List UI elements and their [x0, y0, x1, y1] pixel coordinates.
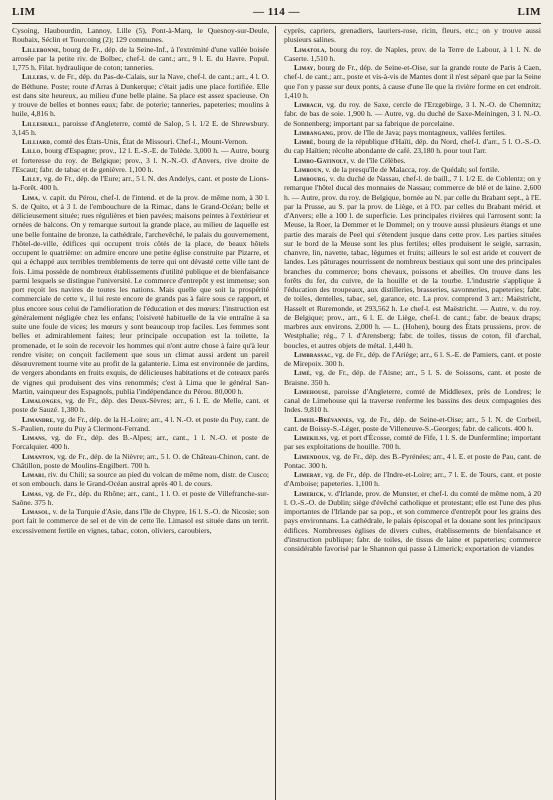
dictionary-entry [284, 165, 541, 174]
dictionary-entry [284, 470, 541, 489]
entry-headword: Lima [22, 192, 39, 202]
entry-text: , v. de la Turquie d'Asie, dans l'île de Chypre, 16 l. S.-O. de Nicosie; son port fait le commerce de sel et de vin de cette île. Limasol est située dans un territ. excessivement fertile en vignes, tabac, coton, oliviers, caroubiers, [12, 507, 269, 535]
entry-headword: Limboun [294, 164, 322, 174]
entry-text: , vg. du roy. de Saxe, cercle de l'Erzgebirge, 3 l. N.-O. de Chemnitz; fabr. de bas de soie. 1,900 h. — Autre, vg. du duché de Saxe-Meiningen, 3 l. N.-O. de Sonnenberg; important par sa fabrique de porcelaine. [284, 100, 541, 128]
entry-headword: Limbrassac [294, 349, 332, 359]
header-left-guideword: LIM [12, 6, 36, 18]
entry-headword: Limendous [294, 451, 329, 461]
entry-headword: Lilliard [22, 137, 51, 146]
entry-text: , vg. de Fr., dép. de l'Ariège; arr., 6 l. S.-E. de Pamiers, cant. et poste de Mirepoix. 300 h. [284, 349, 541, 368]
entry-text: , v. capit. du Pérou, chef-l. de l'intend. et de la prov. de même nom, à 30 l. S. de Quito, et à 3 l. de l'embouchure de la Rimac, dans le Grand-Océan; belle et délicieusement située; rues régulières et bien pavées; maisons peintes à l'extérieur et ornées de balcons. On y remarque surtout la grande place, au milieu de laquelle est une belle fontaine de bronze, la cathédrale, l'archevêché, le palais du gouvernement, l'hôtel-de-ville, édifices qui occupent trois côtés de la place, de beaux hôtels occupent le quatrième: on admire encore une petite église construite par Pizarre, et qui a échappé aux terribles tremblements de terre qui ont dévasté cette ville tant de fois. Lima possède de nombreux établissements d'utilité publique et de bienfaisance parmi lesquels se distingue l'université. Le commerce d'entrepôt y est immense; son port reçoit les navires de toutes les nations. Mais quelle que soit la prospérité commerciale de cette v., il lui reste encore de grands pas à faire sous ce rapport, et plus encore sous celui de l'amélioration de l'éducation et des mœurs: l'instruction est généralement négligée chez les enfans; l'oisiveté habituelle de la vie entraîne à sa suite une foule de vices; les mœurs y sont beaucoup trop faciles. Les femmes sont belles et admirablement faites; leur principale occupation est la toilette, la promenade, et le soin de recevoir les hommes qui n'ont autre chose à faire qu'à leur rendre visite; on conçoit facilement que sous un climat aussi ardent un pareil désœuvrement tourne vite au profit de la galanterie. Lima est environnée de jardins, de vergers abondants en fruits exquis, de délicieuses habitations et de coteaux parés de vignes qui produisent des vins renommés; c'est à Lima que le général San-Martin, vainqueur des Espagnols, publia l'indépendance du Pérou. 80,000 h. [12, 192, 269, 396]
entry-text: , paroisse d'Angleterre, comté de Salop, 5 l. 1/2 E. de Shrewsbury. 3,145 h. [12, 118, 269, 137]
entry-text: Cysoing, Haubourdin, Lannoy, Lille (5), Pont-à-Marq, le Quesnoy-sur-Deule, Roubaix, Séclin et Tourcoing (2); 129 communes. [12, 26, 269, 45]
dictionary-entry [284, 63, 541, 100]
dictionary-entry [12, 137, 269, 146]
entry-headword: Limeray [294, 470, 321, 479]
dictionary-entry [12, 193, 269, 397]
entry-headword: Limekilns [294, 433, 327, 442]
header-right-guideword: LIM [517, 6, 541, 18]
entry-text: , vg. de Fr., dép. de la H.-Loire; arr., 4 l. N.-O. et poste du Puy, cant. de S.-Paulien, route du Puy à Clermont-Ferrand. [12, 414, 269, 433]
entry-text: , vg. de Fr., dép. des B.-Alpes; arr., cant., 1 l. N.-O. et poste de Forcalquier. 400 h. [12, 433, 269, 452]
dictionary-entry [284, 137, 541, 156]
entry-headword: Limanton [22, 451, 54, 461]
entry-headword: Limbourg [294, 174, 326, 183]
entry-text: , vg. de Fr., dép. de l'Eure; arr., 5 l. N. des Andelys, cant. et poste de Lions-la-Forêt. 400 h. [12, 174, 269, 193]
dictionary-entry [12, 72, 269, 118]
entry-headword: Limay [294, 63, 314, 72]
entry-text: , v. de l'île Célèbes. [346, 155, 406, 165]
dictionary-entry [284, 452, 541, 471]
entry-text: , vg. de Fr., dép. de Seine-et-Oise; arr., 5 l. N. de Corbeil, cant. de Boissy-S.-Léger, poste de Villeneuve-S.-Georges; fabr. de calicots. 400 h. [284, 414, 541, 433]
entry-headword: Limari [22, 470, 45, 479]
entry-headword: Limans [22, 433, 45, 442]
entry-headword: Lilleshall [22, 118, 58, 128]
page-number: — 114 — [253, 6, 300, 18]
entry-headword: Lillo [22, 146, 41, 156]
dictionary-entry [12, 174, 269, 193]
dictionary-entry [12, 470, 269, 489]
dictionary-entry [12, 45, 269, 73]
dictionary-entry [284, 156, 541, 165]
right-column [284, 26, 541, 800]
entry-headword: Limerick [294, 488, 324, 498]
entry-text: , paroisse d'Angleterre, comté de Middlesex, près de Londres; le canal de Limehouse qui la traverse renferme les bassins des deux compagnies des Indes. 9,810 h. [284, 386, 541, 415]
entry-text: , bourg d'Espagne; prov., 12 l. E.-S.-E. de Tolède. 3,000 h. — Autre, bourg et forteresse du roy. de Belgique; prov., 3 l. N.-N.-O. d'Anvers, rive droite de l'Escaut; fabr. de tabac et de genièvre. 1,100 h. [12, 146, 269, 174]
header-rule [12, 23, 541, 24]
entry-text: , v. d'Irlande, prov. de Munster, et chef-l. du comté de même nom, à 20 l. O.-S.-O. de Dublin; siège d'évêché catholique et protestant; elle est l'une des plus importantes de l'Irlande par sa pop., et son commerce d'entrepôt pour les grains des pays environnans. La cathédrale, le palais épiscopal et la douane sont les principaux édifices. Nombreuses églises de divers cultes, établissements de bienfaisance et d'instruction publique; fabr. de toiles, de tissus de laine et papeteries; commerce considérable favorisé par le Shannon qui passe à Limerick; exportation de viandes [284, 488, 541, 553]
entry-text: cyprès, capriers, grenadiers, lauriers-rose, ricin, fleurs, etc.; on y trouve aussi plusieurs salines. [284, 26, 541, 45]
entry-headword: Limalonges [22, 396, 61, 405]
dictionary-entry [12, 489, 269, 508]
entry-text: , vg. de Fr., dép. de la Nièvre; arr., 5 l. O. de Château-Chinon, cant. de Châtillon, poste de Moulins-Engilbert. 700 h. [12, 451, 269, 470]
entry-text: , v. du duché de Nassau, chef-l. de baill., 7 l. 1/2 E. de Coblentz; on y remarque l'hôtel ducal des monnaies de Nassau; commerce de blé et de laine. 2,600 h. — Autre, prov. du roy. de Belgique, bornée au N. par celle du Brabant sept., à l'E. par la Prusse, au S. par la prov. de Liège, et à l'O. par celles du Brabant mérid. et d'Anvers; elle a 100 l. de superficie. Les principales rivières qui l'arrosent sont: la Meuse, la Roer, la Demmer et le Dommel; on y trouve aussi plusieurs étangs et une partie des marais de Peel qui s'étendent jusque dans cette prov. Les parties situées sur le bord de la Meuse sont les plus fertiles; elles produisent le seigle, sarrasin, chanvre, lin, navette, tabac, légumes et fruits; ailleurs le sol est aride et couvert de landes. Les pâturages nourrissent de nombreux bestiaux qui sont une des principales branches du commerce; bons chevaux, poissons et abeilles. On trouve dans les forêts du fer, du cuivre, de la houille et de la tourbe. L'industrie s'applique à l'éducation des troupeaux, aux distilleries, brasseries, savonneries, papeteries; fabr. de toiles, dentelles, tabac, sel, garance, etc. La prov. comprend 3 arr.: Maëstricht, Hasselt et Ruremonde, et 293,562 h. Le chef-l. est Maëstricht. — Autre, v. du roy. de Belgique; prov., arr., 6 l. E. de Liège, chef-l. de cant.; fabr. de beaux draps; marbres aux environs. 2,000 h. — L. (Hohen), bourg des États prussiens, prov. de Westphalie; rég., 7 l. d'Arensberg; fabr. de toiles, tissus de coton, fil d'archal, boucles, et autres objets de métal. 1,440 h. [284, 174, 541, 350]
entry-text: , riv. du Chili; sa source au pied du volcan de même nom, distr. de Cusco; et son embouch. dans le Grand-Océan austral après 40 l. de cours. [12, 470, 269, 489]
left-column [12, 26, 276, 800]
dictionary-entry [12, 415, 269, 434]
running-header [12, 6, 541, 22]
dictionary-entry [284, 368, 541, 387]
dictionary-entry [12, 452, 269, 471]
entry-text: , vg. de Fr., dép. du Rhône; arr., cant., 1 l. O. et poste de Villefranche-sur-Saône. 375 h. [12, 488, 269, 507]
dictionary-entry [284, 350, 541, 369]
entry-text: , comté des États-Unis, État de Missouri. Chef-l., Mount-Vernon. [50, 137, 248, 146]
entry-text: , bourg de Fr., dép. de Seine-et-Oise, sur la grande route de Paris à Caen, chef-l. de cant.; arr., poste et vis-à-vis de Mantes dont il n'est séparé que par la Seine que l'on y passe sur deux ponts, à cause d'une île que la rivière forme en cet endroit. 1,410 h. [284, 63, 541, 100]
dictionary-entry [284, 387, 541, 415]
entry-text: , vg. de Fr., dép. des B.-Pyrénées; arr., 4 l. E. et poste de Pau, cant. de Pontac. 300 h. [284, 451, 541, 470]
entry-text: , vg. et port d'Écosse, comté de Fife, 1 l. S. de Dunfermline; important par ses exploitations de houille. 700 h. [284, 433, 541, 452]
entry-headword: Lillers [22, 72, 47, 82]
dictionary-entry [284, 45, 541, 64]
dictionary-entry [284, 100, 541, 128]
dictionary-entry [12, 433, 269, 452]
entry-headword: Limbo-Gatinoly [294, 155, 347, 165]
entry-text: , vg. de Fr., dép. de l'Indre-et-Loire; arr., 7 l. E. de Tours, cant. et poste d'Amboise; papeteries. 1,100 h. [284, 470, 541, 489]
dictionary-entry [12, 146, 269, 174]
entry-headword: Limandre [22, 414, 54, 424]
entry-headword: Limas [22, 488, 42, 498]
entry-headword: Limasol [22, 507, 49, 516]
entry-text: , v. de Fr., dép. du Pas-de-Calais, sur la Nave, chef-l. de cant.; arr., 4 l. O. de Béthune. Poste; route d'Arras à Dunkerque; c'était jadis une place fortifiée. Elle est dans site heureux, au milieu d'une belle plaine. Sa place est assez spacieuse. On y trouve de belles et bonnes eaux; fabr. de poterie; tanneries, papeteries; moulins à huile, 4,816 h. [12, 72, 269, 119]
entry-headword: Limé [294, 368, 310, 378]
entry-text: , bourg du roy. de Naples, prov. de la Terre de Labour, à 1 l. N. de Caserte. 1,510 h. [284, 44, 541, 63]
entry-headword: Limehouse [294, 386, 329, 396]
entry-text: , prov. de l'île de Java; pays montagneux, vallées fertiles. [333, 127, 507, 137]
entry-headword: Lillebonne [22, 44, 59, 54]
dictionary-entry [12, 396, 269, 415]
dictionary-entry [12, 507, 269, 535]
entry-text: , vg. de Fr., dép. de l'Aisne; arr., 5 l. S. de Soissons, cant. et poste de Braisne. 350 h. [284, 368, 541, 387]
dictionary-entry [284, 128, 541, 137]
entry-headword: Limatola [294, 44, 325, 54]
two-column-text [12, 26, 541, 800]
entry-text: , v. de la presqu'île de Malacca, roy. de Quédah; sol fertile. [321, 164, 500, 174]
dictionary-entry [284, 174, 541, 350]
entry-headword: Limeil-Brévannes [294, 414, 352, 424]
entry-text: , vg. de Fr., dép. des Deux-Sèvres; arr., 6 l. E. de Melle, cant. et poste de Sauzé. 1,380 h. [12, 396, 269, 415]
entry-headword: Lilly [22, 174, 40, 183]
entry-headword: Limbé [294, 137, 314, 146]
entry-headword: Limbangang [294, 127, 334, 137]
dictionary-entry [284, 489, 541, 554]
entry-text: , bourg de la république d'Haïti, dép. du Nord, chef-l. d'arr., 5 l. O.-S.-O. du cap Haïtien; récolte abondante de café. 23,180 h. pour tout l'arr. [284, 137, 541, 156]
dictionary-entry [12, 26, 269, 45]
dictionary-entry [284, 415, 541, 434]
entry-headword: Limbach [294, 100, 322, 109]
entry-text: , bourg de Fr., dép. de la Seine-Inf., à l'extrémité d'une vallée boisée arrosée par la petite riv. de Bolbec, chef-l. de cant.; arr., 9 l. E. du Havre. Popul. 1,775 h. Filat. hydraulique de coton; tanneries. [12, 44, 269, 72]
dictionary-entry [284, 26, 541, 45]
dictionary-entry [12, 119, 269, 138]
dictionary-entry [284, 433, 541, 452]
